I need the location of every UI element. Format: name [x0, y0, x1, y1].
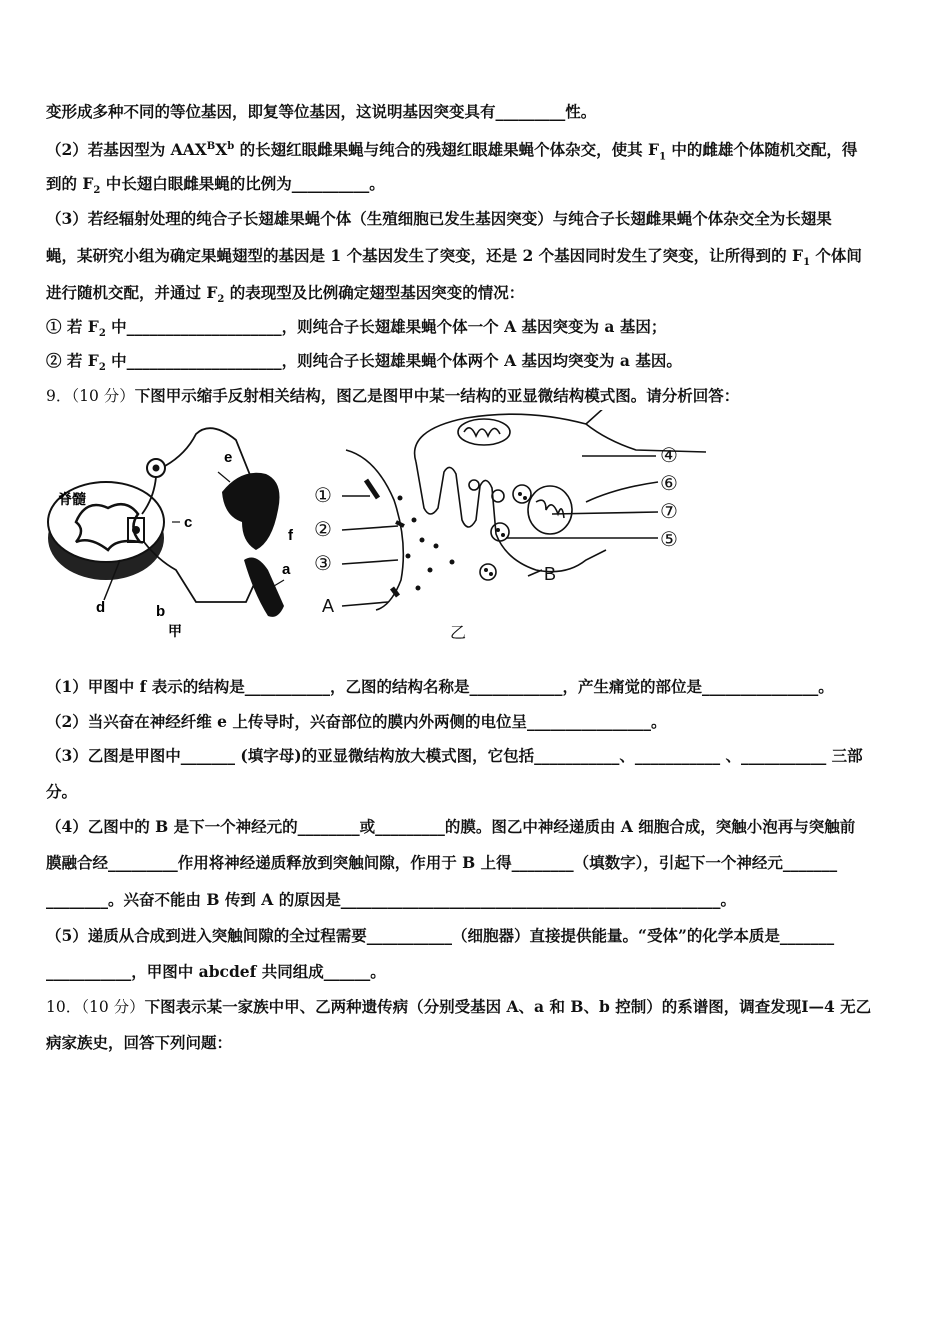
synapse-dot — [132, 526, 140, 534]
text-line-1: 变形成多种不同的等位基因，即复等位基因，这说明基因突变具有_________性。 — [46, 102, 597, 121]
text-line-3: 到的 $F_2$ 中长翅白眼雌果蝇的比例为__________。 — [46, 174, 385, 197]
text-line-7: ① 若 $F_2$ 中____________________，则纯合子长翅雄果蝇个体一个 A 基因突变为 a 基因； — [46, 317, 667, 340]
transmitter-dots — [398, 492, 528, 591]
mitochondrion-2 — [528, 486, 572, 534]
label-B: B — [544, 564, 557, 584]
label-4: ④ — [660, 443, 678, 467]
label-5: ⑤ — [660, 527, 678, 551]
jia-diagram — [48, 428, 294, 640]
q9-part-3b: 分。 — [46, 782, 78, 801]
yi-diagram — [342, 410, 706, 610]
text-line-6: 进行随机交配，并通过 $F_2$ 的表现型及比例确定翅型基因突变的情况： — [46, 283, 525, 306]
mitochondrion-1 — [458, 419, 510, 445]
label-a: a — [282, 561, 291, 578]
q9-part-4b: 膜融合经_________作用将神经递质释放到突触间隙，作用于 B 上得________（填数字），引起下一个神经元_______ — [46, 853, 838, 872]
vesicle-small-2 — [492, 490, 504, 502]
text-line-5: 蝇，某研究小组为确定果蝇翅型的基因是 1 个基因发生了突变，还是 2 个基因同时发生了突变，让所得到的 $F_1$ 个体间 — [46, 246, 862, 269]
text-line-2: （2）若基因型为 $AAX^BX^b$ 的长翅红眼雌果蝇与纯合的残翅红眼雄果蝇个体杂交，使其 $F_1$ 中的雌雄个体随机交配，得 — [46, 140, 858, 163]
receptor-f — [222, 473, 280, 550]
leader-3 — [342, 560, 398, 564]
mito-cristae-2 — [536, 500, 564, 518]
yi-labels — [314, 443, 678, 642]
yi-caption: 乙 — [450, 623, 467, 642]
spinal-cord-label: 脊髓 — [58, 492, 86, 508]
q9-part-1: （1）甲图中 f 表示的结构是___________，乙图的结构名称是____________，产生痛觉的部位是_______________。 — [46, 677, 834, 696]
label-A: A — [322, 596, 335, 616]
q9-part-4c: ________。兴奋不能由 B 传到 A 的原因是_________________________________________________。 — [46, 890, 736, 909]
jia-caption: 甲 — [168, 624, 182, 640]
label-e: e — [224, 449, 233, 466]
label-d: d — [96, 599, 106, 616]
label-7: ⑦ — [660, 499, 678, 523]
reflex-arc-synapse-figure — [46, 410, 716, 645]
text-line-4: （3）若经辐射处理的纯合子长翅雄果蝇个体（生殖细胞已发生基因突变）与纯合子长翅雌果蝇个体杂交全为长翅果 — [46, 209, 832, 228]
question-9-intro: 9．（10 分）下图甲示缩手反射相关结构，图乙是图甲中某一结构的亚显微结构模式图。请分析回答： — [46, 386, 740, 405]
question-10-intro-cont: 病家族史，回答下列问题： — [46, 1033, 233, 1052]
text-line-8: ② 若 $F_2$ 中____________________，则纯合子长翅雄果蝇个体两个 A 基因均突变为 a 基因。 — [46, 351, 682, 374]
q9-part-4a: （4）乙图中的 B 是下一个神经元的________或_________的膜。图乙中神经递质由 A 细胞合成，突触小泡再与突触前 — [46, 817, 856, 836]
question-10-intro: 10．（10 分）下图表示某一家族中甲、乙两种遗传病（分别受基因 A、a 和 B、b 控制）的系谱图，调查发现Ⅰ—4 无乙 — [46, 997, 872, 1016]
label-2: ② — [314, 517, 332, 541]
label-1: ① — [314, 483, 332, 507]
effector-a — [244, 558, 284, 617]
figure-svg — [46, 410, 716, 645]
vesicle-small-1 — [469, 480, 479, 490]
mito-cristae-1 — [464, 428, 500, 436]
q9-part-5a: （5）递质从合成到进入突触间隙的全过程需要___________（细胞器）直接提供能量。“受体”的化学本质是_______ — [46, 926, 835, 945]
vesicle-large-3 — [480, 564, 496, 580]
q9-part-2: （2）当兴奋在神经纤维 e 上传导时，兴奋部位的膜内外两侧的电位呈________________。 — [46, 712, 667, 731]
leader-6 — [586, 482, 658, 502]
a-leader — [274, 580, 284, 586]
leader-B — [528, 570, 542, 576]
leader-2 — [342, 526, 398, 530]
postsynaptic-folds — [416, 462, 606, 572]
label-c: c — [184, 514, 193, 531]
q9-part-3a: （3）乙图是甲图中_______ (填字母)的亚显微结构放大模式图，它包括___________、___________ 、___________ 三部 — [46, 746, 863, 765]
presynaptic-membrane — [346, 450, 403, 610]
leader-A — [342, 602, 388, 606]
label-6: ⑥ — [660, 471, 678, 495]
e-leader — [218, 472, 230, 482]
label-b: b — [156, 603, 166, 620]
label-3: ③ — [314, 551, 332, 575]
q9-part-5b: ___________，甲图中 abcdef 共同组成______。 — [46, 962, 386, 981]
label-f: f — [288, 527, 293, 544]
leader-7 — [552, 512, 658, 514]
ganglion-core — [153, 465, 160, 472]
